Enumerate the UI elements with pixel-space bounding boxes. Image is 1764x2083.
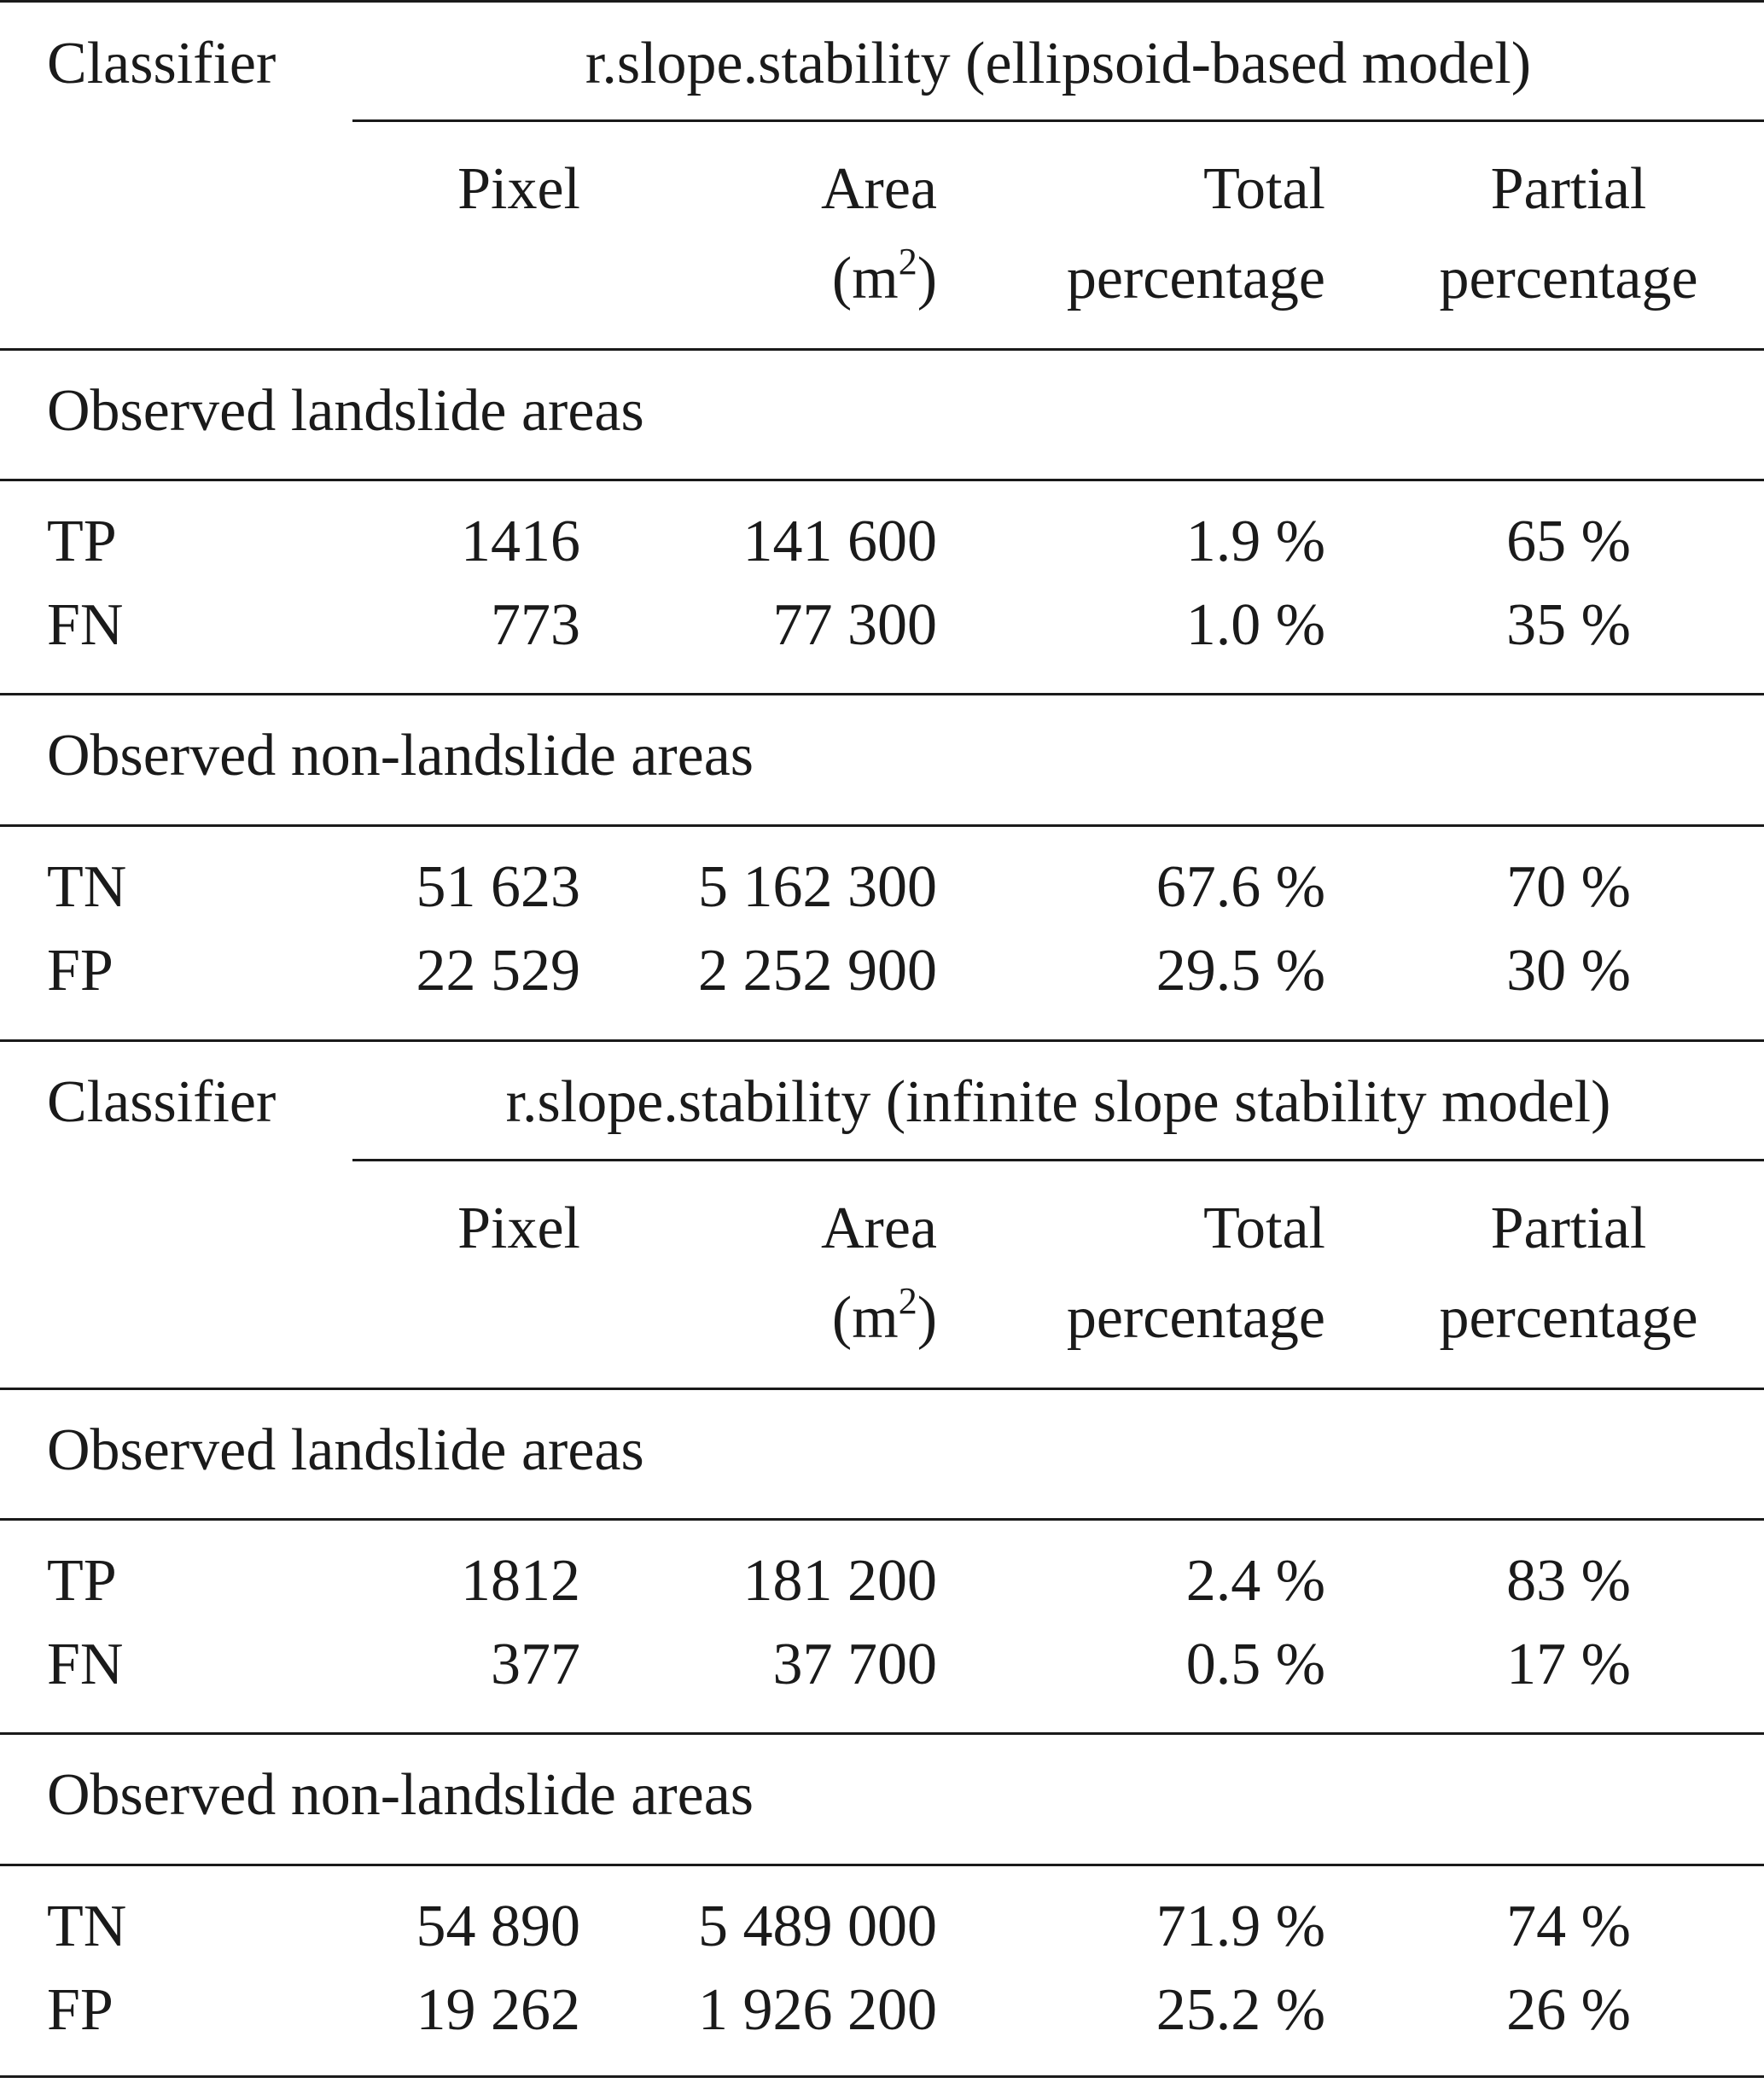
header-area-unit: $(m^2)$ (831, 1280, 937, 1351)
row-label: TN (47, 854, 127, 920)
header-total: Total (1203, 1196, 1325, 1261)
header-area: Area (820, 1196, 937, 1261)
model-title-rule (352, 1159, 1764, 1161)
model-title: r.slope.stability (ellipsoid-based model) (585, 31, 1532, 96)
model-title-rule (352, 119, 1764, 122)
cell-pixel: 22 529 (416, 938, 580, 1004)
cell-total: 2.4 % (1185, 1548, 1325, 1614)
section-rule (0, 479, 1764, 481)
cell-area: 1 926 200 (698, 1977, 937, 2043)
cell-pixel: 1416 (461, 509, 580, 574)
header-total: Total (1203, 156, 1325, 222)
cell-pixel: 19 262 (416, 1977, 580, 2043)
row-label: TP (47, 1548, 117, 1614)
header-partial: Partial (1490, 156, 1647, 222)
row-label: FP (47, 938, 114, 1004)
cell-pixel: 54 890 (416, 1894, 580, 1959)
cell-pixel: 51 623 (416, 854, 580, 920)
cell-partial: 70 % (1506, 854, 1631, 920)
row-label: TP (47, 509, 117, 574)
cell-total: 25.2 % (1156, 1977, 1325, 2043)
header-total-line2: percentage (1066, 246, 1325, 311)
header-pixel: Pixel (457, 1196, 580, 1261)
cell-total: 1.9 % (1185, 509, 1325, 574)
cell-partial: 17 % (1506, 1632, 1631, 1697)
cell-area: 141 600 (742, 509, 937, 574)
header-partial: Partial (1490, 1196, 1647, 1261)
cell-partial: 30 % (1506, 938, 1631, 1004)
section-rule (0, 1518, 1764, 1521)
row-label: FP (47, 1977, 114, 2043)
section-landslide: Observed landslide areas (47, 1417, 644, 1483)
cell-pixel: 1812 (461, 1548, 580, 1614)
cell-partial: 35 % (1506, 592, 1631, 658)
section-nonlandslide: Observed non-landslide areas (47, 1762, 754, 1828)
cell-pixel: 377 (491, 1632, 580, 1697)
cell-pixel: 773 (491, 592, 580, 658)
cell-area: 77 300 (772, 592, 937, 658)
section-rule (0, 693, 1764, 695)
header-partial-line2: percentage (1439, 1285, 1698, 1351)
cell-partial: 26 % (1506, 1977, 1631, 2043)
cell-area: 2 252 900 (698, 938, 937, 1004)
header-total-line2: percentage (1066, 1285, 1325, 1351)
header-rule (0, 348, 1764, 351)
header-partial-line2: percentage (1439, 246, 1698, 311)
cell-total: 71.9 % (1156, 1894, 1325, 1959)
row-label: TN (47, 1894, 127, 1959)
header-area-unit: $(m^2)$ (831, 241, 937, 311)
classifier-label: Classifier (47, 31, 277, 96)
cell-partial: 74 % (1506, 1894, 1631, 1959)
cell-total: 29.5 % (1156, 938, 1325, 1004)
cell-area: 5 489 000 (698, 1894, 937, 1959)
section-nonlandslide: Observed non-landslide areas (47, 723, 754, 788)
section-rule (0, 824, 1764, 827)
header-pixel: Pixel (457, 156, 580, 222)
block-divider-rule (0, 1039, 1764, 1042)
cell-partial: 83 % (1506, 1548, 1631, 1614)
cell-partial: 65 % (1506, 509, 1631, 574)
model-title: r.slope.stability (infinite slope stability model) (505, 1069, 1611, 1135)
row-label: FN (47, 1632, 124, 1697)
section-rule (0, 1732, 1764, 1735)
bottom-rule (0, 2075, 1764, 2078)
cell-area: 37 700 (772, 1632, 937, 1697)
cell-area: 181 200 (742, 1548, 937, 1614)
top-rule (0, 0, 1764, 3)
cell-total: 1.0 % (1185, 592, 1325, 658)
classifier-label: Classifier (47, 1069, 277, 1135)
cell-total: 67.6 % (1156, 854, 1325, 920)
cell-area: 5 162 300 (698, 854, 937, 920)
row-label: FN (47, 592, 124, 658)
section-rule (0, 1864, 1764, 1866)
cell-total: 0.5 % (1185, 1632, 1325, 1697)
header-area: Area (820, 156, 937, 222)
section-landslide: Observed landslide areas (47, 378, 644, 444)
header-rule (0, 1388, 1764, 1390)
